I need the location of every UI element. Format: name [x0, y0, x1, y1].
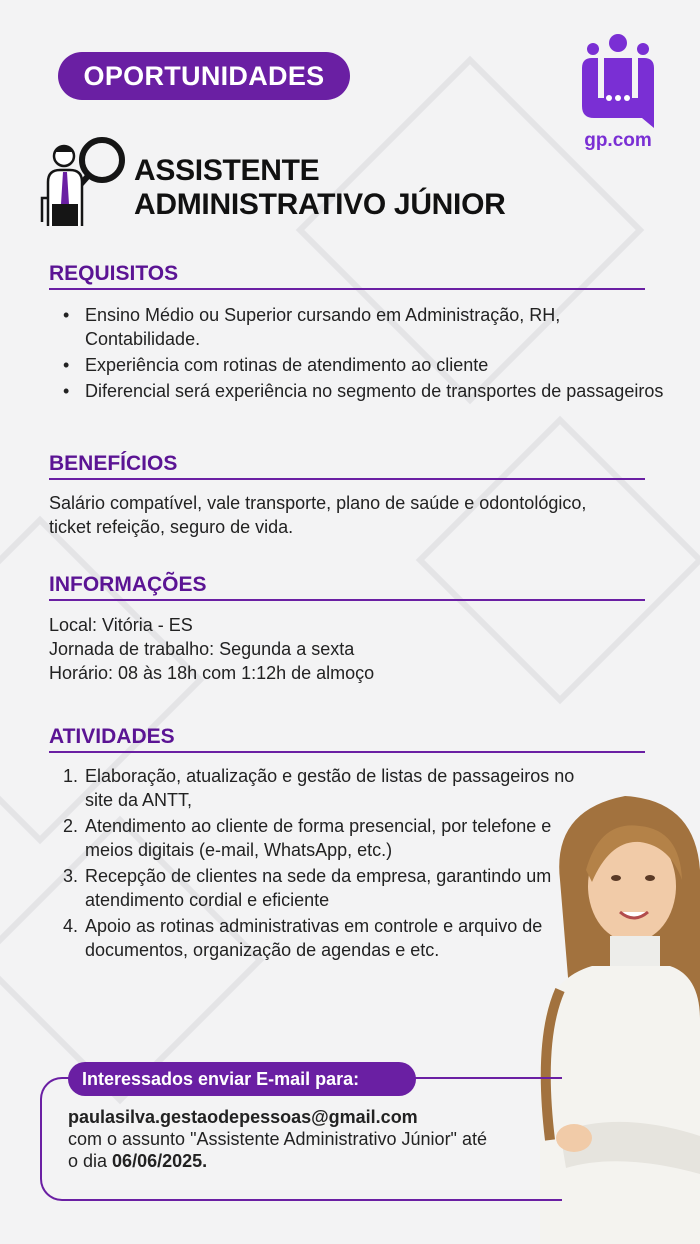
item-text: Atendimento ao cliente de forma presencial, por telefone e meios digitais (e-mail, WhatsApp, etc.) [85, 816, 552, 860]
item-number: 4. [63, 916, 79, 936]
job-title-line-1: ASSISTENTE [134, 154, 320, 187]
job-title [134, 154, 505, 222]
item-number: 3. [63, 866, 79, 886]
activities-list [49, 764, 579, 964]
benefits-text: Salário compatível, vale transporte, plano de saúde e odontológico, ticket refeição, seguro de vida. [49, 493, 587, 537]
job-title-line-2: ADMINISTRATIVO JÚNIOR [134, 188, 506, 221]
requirements-heading: REQUISITOS [49, 262, 645, 290]
item-number: 2. [63, 816, 79, 836]
contact-email[interactable]: paulasilva.gestaodepessoas@gmail.com [68, 1107, 418, 1127]
opportunities-tag: OPORTUNIDADES [58, 52, 350, 100]
information-heading: INFORMAÇÕES [49, 573, 645, 601]
contact-details [68, 1106, 488, 1172]
benefits-heading: BENEFÍCIOS [49, 452, 645, 480]
list-item: • Diferencial será experiência no segmento de transportes de passageiros [49, 379, 669, 403]
logo-wordmark: gp.com [584, 130, 652, 151]
item-number: 1. [63, 766, 79, 786]
list-item: • Experiência com rotinas de atendimento ao cliente [49, 353, 669, 377]
list-item [49, 764, 579, 812]
location-text: Local: Vitória - ES [49, 615, 193, 635]
item-text: Elaboração, atualização e gestão de listas de passageiros no site da ANTT, [85, 766, 575, 810]
schedule-text: Horário: 08 às 18h com 1:12h de almoço [49, 663, 375, 683]
people-chat-icon [578, 32, 658, 132]
information-block [49, 613, 609, 685]
company-logo [578, 32, 658, 156]
contact-label: Interessados enviar E-mail para: [68, 1062, 416, 1096]
recruiter-magnifier-icon [38, 132, 130, 228]
item-text: Apoio as rotinas administrativas em controle e arquivo de documentos, organização de agendas e etc. [85, 916, 543, 960]
list-item: • Ensino Médio ou Superior cursando em Administração, RH, Contabilidade. [49, 303, 669, 351]
contact-subject-text: com o assunto "Assistente Administrativo Júnior" até o dia [68, 1129, 487, 1171]
list-item [49, 814, 579, 862]
activities-heading: ATIVIDADES [49, 725, 645, 753]
workdays-text: Jornada de trabalho: Segunda a sexta [49, 639, 355, 659]
requirements-list [49, 303, 669, 405]
list-item [49, 864, 579, 912]
list-item [49, 914, 579, 962]
deadline-date: 06/06/2025. [112, 1151, 208, 1171]
item-text: Recepção de clientes na sede da empresa, garantindo um atendimento cordial e eficiente [85, 866, 552, 910]
